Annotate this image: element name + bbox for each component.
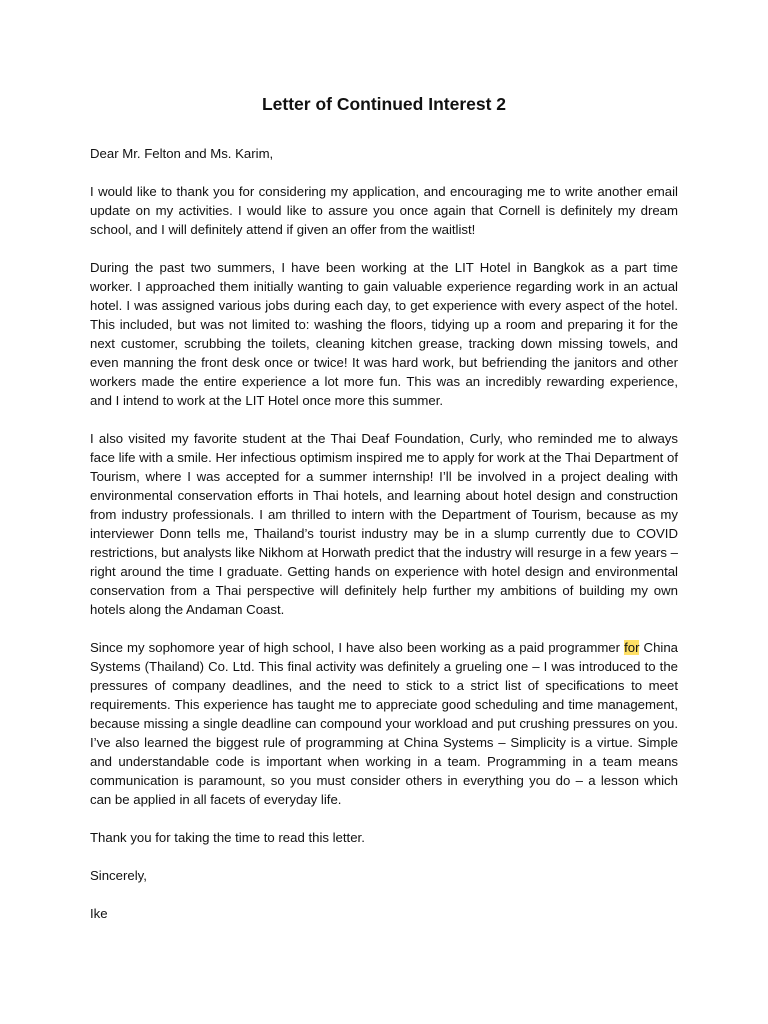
document-title: Letter of Continued Interest 2 xyxy=(261,94,507,114)
paragraph-gratitude: I would like to thank you for considering my application, and encouraging me to write another email update on my activities. I would like to assure you once again that Cornell is definitely my dream school, and I will definitely attend if given an offer from the waitlist! xyxy=(90,184,678,237)
signoff: Sincerely, xyxy=(90,868,147,883)
paragraph-programming xyxy=(90,638,678,809)
paragraph-internship: I also visited my favorite student at the Thai Deaf Foundation, Curly, who reminded me to always face life with a smile. Her infectious optimism inspired me to apply for work at the Thai Department of Tourism, where I was accepted for a summer internship! I’ll be involved in a project dealing with environmental conservation efforts in Thai hotels, and learning about hotel design and construction from industry professionals. I am thrilled to intern with the Department of Tourism, because as my interviewer Donn tells me, Thailand’s tourist industry may be in a slump currently due to COVID restrictions, but analysts like Nikhom at Horwath predict that the industry will resurge in a few years – right around the time I graduate. Getting hands on experience with hotel design and environmental conservation from a Thai perspective will definitely help further my ambitions of building my own hotels along the Andaman Coast. xyxy=(90,431,678,617)
paragraph-programming-start: Since my sophomore year of high school, I have also been working as a paid programmer xyxy=(90,640,625,655)
letter-body xyxy=(90,144,678,942)
highlighted-word: for xyxy=(624,640,640,655)
salutation: Dear Mr. Felton and Ms. Karim, xyxy=(90,146,274,161)
paragraph-programming-end: China Systems (Thailand) Co. Ltd. This final activity was definitely a grueling one – I was introduced to the pressures of company deadlines, and the need to stick to a strict list of specifications to meet requirements. This experience has taught me to appreciate good scheduling and time management, because missing a single deadline can compound your workload and put crushing pressures on you. I’ve also learned the biggest rule of programming at China Systems – Simplicity is a virtue. Simple and understandable code is important when working in a team. Programming in a team means communication is paramount, so you must consider others in everything you do – a lesson which can be applied in all facets of everyday life. xyxy=(90,640,678,807)
paragraph-hotel-work: During the past two summers, I have been working at the LIT Hotel in Bangkok as a part time worker. I approached them initially wanting to gain valuable experience regarding work in an actual hotel. I was assigned various jobs during each day, to get experience with every aspect of the hotel. This included, but was not limited to: washing the floors, tidying up a room and preparing it for the next customer, scrubbing the toilets, cleaning kitchen grease, tracking down missing towels, and even manning the front desk once or twice! It was hard work, but befriending the janitors and other workers made the entire experience a lot more fun. This was an incredibly rewarding experience, and I intend to work at the LIT Hotel once more this summer. xyxy=(90,260,678,408)
closing-thanks: Thank you for taking the time to read this letter. xyxy=(90,830,365,845)
signature: Ike xyxy=(90,906,108,921)
